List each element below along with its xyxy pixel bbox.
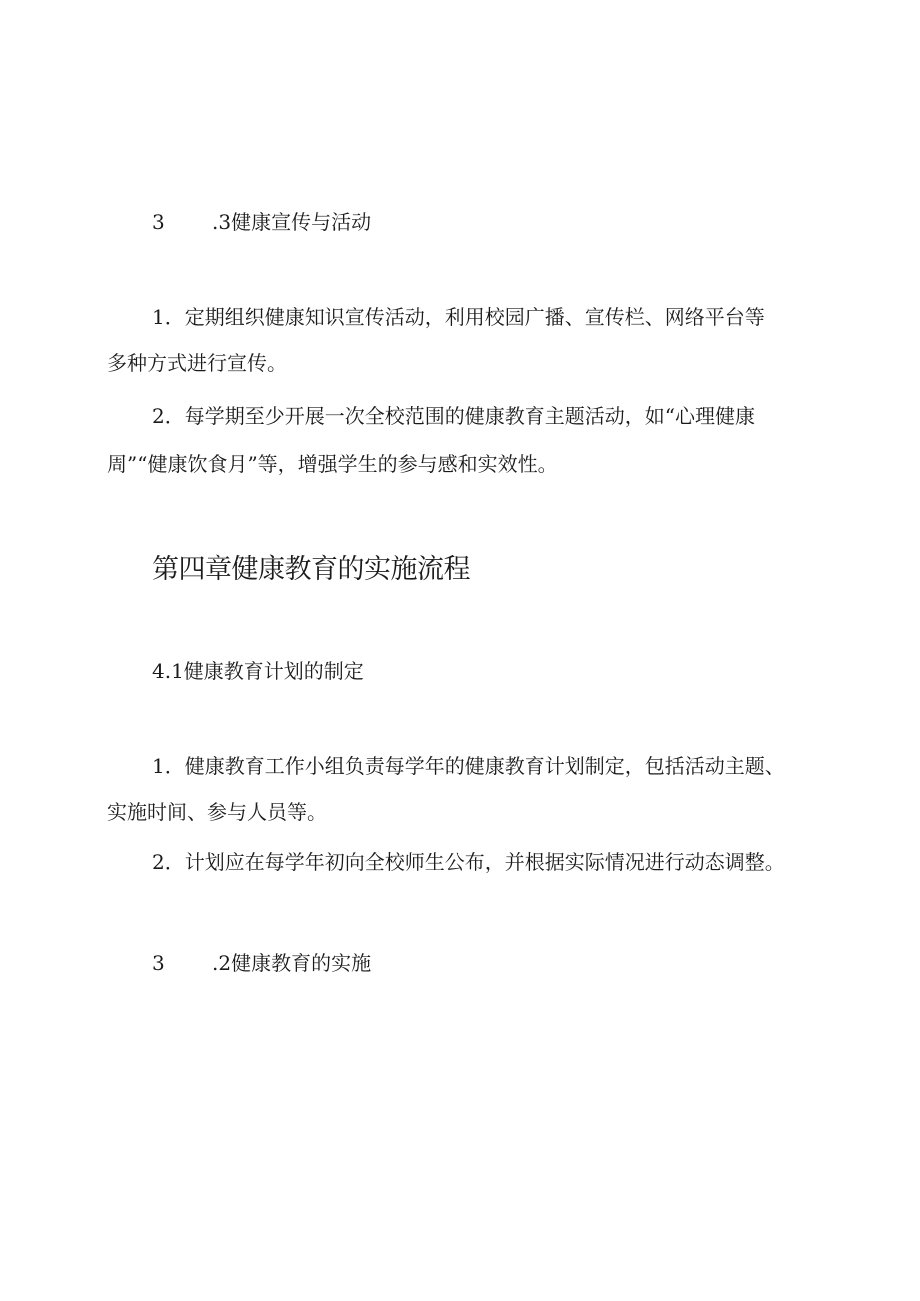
list-item-line: 多种方式进行宣传。 — [107, 351, 287, 375]
section-title: .2健康教育的实施 — [212, 951, 372, 975]
section-number: 3 — [152, 210, 165, 234]
list-item-line: 1．健康教育工作小组负责每学年的健康教育计划制定，包括活动主题、 — [152, 754, 785, 778]
list-item-line: 1．定期组织健康知识宣传活动，利用校园广播、宣传栏、网络平台等 — [152, 305, 765, 329]
list-item-line: 周”“健康饮食月”等，增强学生的参与感和实效性。 — [107, 452, 558, 476]
section-heading-4-2 — [152, 951, 371, 975]
section-title: .3健康宣传与活动 — [212, 210, 372, 234]
section-heading-4-1: 4.1健康教育计划的制定 — [152, 659, 364, 683]
section-number: 3 — [152, 951, 165, 975]
list-item-line: 2．计划应在每学年初向全校师生公布，并根据实际情况进行动态调整。 — [152, 850, 785, 874]
list-item-line: 2．每学期至少开展一次全校范围的健康教育主题活动，如“心理健康 — [152, 404, 755, 428]
list-item-line: 实施时间、参与人员等。 — [107, 800, 327, 824]
chapter-heading: 第四章健康教育的实施流程 — [152, 554, 470, 585]
section-heading-3-3 — [152, 210, 371, 234]
